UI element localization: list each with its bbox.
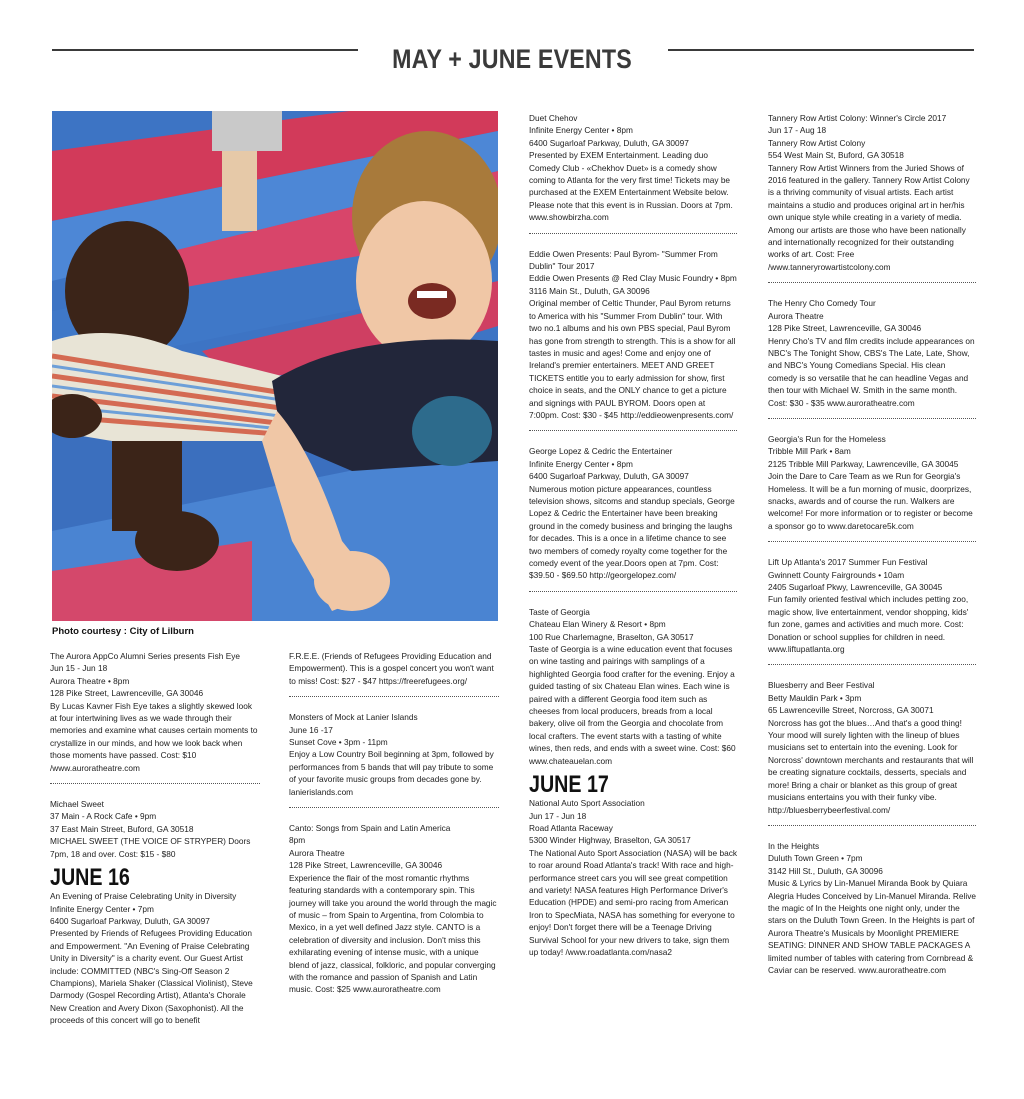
divider [768,541,976,542]
event-nasa [529,797,737,958]
event-venue: Aurora Theatre [289,847,345,858]
divider [768,282,976,283]
event-venue: Chateau Elan Winery & Resort • 8pm [529,619,666,630]
page-title: MAY + JUNE EVENTS [392,44,632,74]
photo-caption: Photo courtesy : City of Lilburn [52,626,194,637]
event-title: Michael Sweet [50,799,104,810]
event-duet-chehov [529,112,737,224]
column-1 [50,650,260,1027]
event-venue: 37 Main - A Rock Cafe • 9pm [50,811,157,822]
event-dates: Jun 15 - Jun 18 [50,663,108,674]
divider [529,591,737,592]
column-3 [529,112,737,958]
event-title: Taste of Georgia [529,606,590,617]
event-address: 6400 Sugarloaf Parkway, Duluth, GA 30097 [529,137,689,148]
date-heading-june-17: JUNE 17 [529,771,609,799]
event-venue: Road Atlanta Raceway [529,822,613,833]
event-description: F.R.E.E. (Friends of Refugees Providing Education and Empowerment). This is a gospel concert you won't want to miss! Cost: $27 - $47 https://freerefugees.org/ [289,651,494,686]
event-address: 37 East Main Street, Buford, GA 30518 [50,823,194,834]
event-address: 6400 Sugarloaf Parkway, Duluth, GA 30097 [529,471,689,482]
event-venue: Infinite Energy Center • 7pm [50,903,154,914]
event-venue: Aurora Theatre [768,310,824,321]
divider [768,664,976,665]
event-description: Taste of Georgia is a wine education event that focuses on wine tasting and pairings with samplings of a highlighted Georgia food crafter for the evening. Enjoy a guided tasting of six Chateau Elan wines. Each wine is paired with a different Georgia food item such as cheeses from local producers, breads from a local bakery, olive oil from the Georgia and chocolate from local crafters. The event starts with a tasting of white wines, then reds, and ends with a sweet wine. Cost: $60 www.chateauelan.com [529,644,736,766]
event-title: In the Heights [768,840,820,851]
divider [529,233,737,234]
event-address: 128 Pike Street, Lawrenceville, GA 30046 [289,860,443,871]
event-address: 3142 Hill St., Duluth, GA 30096 [768,865,883,876]
event-venue: Duluth Town Green • 7pm [768,853,863,864]
event-title: Tannery Row Artist Colony: Winner's Circle 2017 [768,113,947,123]
event-title: Monsters of Mock at Lanier Islands [289,712,418,723]
event-in-the-heights [768,840,976,976]
event-title: The Henry Cho Comedy Tour [768,298,876,309]
event-address: 5300 Winder Highway, Braselton, GA 30517 [529,835,691,846]
event-description: Presented by EXEM Entertainment. Leading duo Comedy Club - «Chekhov Duet» is a comedy show coming to Atlanta for the very first time! Tickets may be purchased at the EXEM Entertainment Website below. Please note that this event is in Russian. Doors at 7pm. www.showbirzha.com [529,150,733,223]
divider [289,807,499,808]
event-michael-sweet [50,798,260,860]
divider [529,430,737,431]
divider [50,783,260,784]
event-venue: Tannery Row Artist Colony [768,137,866,148]
event-description: Enjoy a Low Country Boil beginning at 3pm, followed by performances from 5 bands that will pay tribute to some of your favorite music groups from decades gone by. lanierislands.com [289,749,494,797]
event-dates: Jun 17 - Jun 18 [529,810,587,821]
event-dates: June 16 -17 [289,724,333,735]
event-address: 100 Rue Charlemagne, Braselton, GA 30517 [529,631,694,642]
event-venue: Infinite Energy Center • 8pm [529,458,633,469]
column-2 [289,650,499,996]
event-title: George Lopez & Cedric the Entertainer [529,446,673,457]
event-description: Experience the flair of the most romantic rhythms featuring standards with a contemporary spin. This journey will take you around the world through the magic of music – from Spain to Argentina, from Colombia to Mexico, in a yet well defined Jazz style. CANTO is a celebration of diversity and inclusion. Don't miss this exhilarating evening of intense music, with a unique blend of jazz, classical, folkloric, and popular converging with the romance and passion of Spanish and Latin music. Cost: $25 www.auroratheatre.com [289,872,497,995]
event-address: 65 Lawrenceville Street, Norcross, GA 30071 [768,705,934,716]
event-venue: Tribble Mill Park • 8am [768,446,851,457]
event-time: 8pm [289,835,306,846]
event-description: Norcross has got the blues…And that's a good thing! Your mood will surely lighten with the lineup of blues musicians set to entertain into the evening. Look for Norcross' downtown merchants and restaurants that will be creating signature cocktails, desserts, specials and more! Bring a chair or blanket as this group of great musicians entertains you with their funky vibe. http://bluesberrybeerfestival.com/ [768,717,974,815]
event-monsters-of-mock [289,711,499,798]
event-venue: Aurora Theatre • 8pm [50,675,130,686]
event-title-cont: Dublin" Tour 2017 [529,261,595,272]
event-description: Presented by Friends of Refugees Providing Education and Empowerment. "An Evening of Praise Celebrating Unity in Diversity" is a charity event. Our Guest Artist include: COMMITTED (NBC's Sing-Off Season 2 Champions), Mariela Shaker (Classical Violinist), Steve Darmody (Gospel Recording Artist), Atlanta's Chorale New Creation and Avery Dixon (Saxophonist). All the proceeds of this concert will go to benefit [50,928,253,1026]
event-venue: Sunset Cove • 3pm - 11pm [289,737,388,748]
photo-children-playing [52,111,498,621]
column-4 [768,112,976,976]
event-venue: Eddie Owen Presents @ Red Clay Music Foundry • 8pm [529,273,737,284]
event-address: 128 Pike Street, Lawrenceville, GA 30046 [768,323,922,334]
event-venue: Gwinnett County Fairgrounds • 10am [768,569,905,580]
event-title: Duet Chehov [529,113,578,123]
event-description: Join the Dare to Care Team as we Run for Georgia's Homeless. It will be a fun morning of music, doorprizes, snacks, awards and of course the run. Walkers are welcome! For more information or to register or become a sponsor go to www.daretocare5k.com [768,471,973,531]
event-description: Fun family oriented festival which includes petting zoo, magic show, live entertainment, vendor shopping, kids' fun zone, games and activities and much more. Cost: Donation or school supplies for children in need. www.liftupatlanta.org [768,594,969,655]
event-title: Georgia's Run for the Homeless [768,433,886,444]
event-address: 3116 Main St., Duluth, GA 30096 [529,285,650,296]
date-heading-june-16: JUNE 16 [50,864,130,892]
event-lift-up-atlanta [768,556,976,655]
divider [768,825,976,826]
event-address: 554 West Main St, Buford, GA 30518 [768,150,904,161]
event-title: Canto: Songs from Spain and Latin America [289,823,451,834]
event-taste-of-georgia [529,606,737,767]
event-title: The Aurora AppCo Alumni Series presents Fish Eye [50,651,241,661]
event-venue: Infinite Energy Center • 8pm [529,125,633,136]
event-title: Eddie Owen Presents: Paul Byrom- "Summer From [529,248,718,259]
event-run-for-homeless [768,433,976,532]
event-evening-of-praise [50,890,260,1026]
event-address: 6400 Sugarloaf Parkway, Duluth, GA 30097 [50,915,210,926]
event-bluesberry [768,679,976,815]
event-description: Henry Cho's TV and film credits include appearances on NBC's The Tonight Show, CBS's The Late, Late, Show, and NBC's Young Comedians Special. His clean comedy is so versatile that he can headline Vegas and then tour with Michael W. Smith in the same month. Cost: $30 - $35 www.auroratheatre.com [768,335,975,408]
event-description: The National Auto Sport Association (NASA) will be back to roar around Road Atlanta's track! With race and high-performance street cars you will see great competition and variety! NASA features High Performance Driver's Education (HPDE) and semi-pro racing from American Iron to SpecMiata, NASA has something for everyone to enjoy! Don't forget there will be a Teenage Driving Survival School for your new drivers to take, sign them up today! /www.roadatlanta.com/nasa2 [529,847,737,957]
event-george-lopez [529,445,737,581]
event-henry-cho [768,297,976,409]
divider [768,418,976,419]
event-description: By Lucas Kavner Fish Eye takes a slightly skewed look at four intertwining lives as we wade through their memories and examine what causes certain moments to crystallize in our minds, and how we look back when those moments have passed. Cost: $10 /www.auroratheatre.com [50,700,258,773]
event-canto [289,822,499,996]
event-title: National Auto Sport Association [529,798,645,809]
event-description: Tannery Row Artist Winners from the Juried Shows of 2016 featured in the gallery. Tannery Row Artist Colony is a thriving community of visual artists. Each artist maintains a studio and produces original art in her/his own unique style while creating in a variety of media. Among our artists are those who have been nationally and internationally recognized for their outstanding works of art. Cost: Free /www.tanneryrowartistcolony.com [768,162,970,272]
event-paul-byrom [529,248,737,422]
event-description: Original member of Celtic Thunder, Paul Byrom returns to America with his "Summer From Dublin" tour. With two no.1 albums and his own PBS special, Paul Byrom has gone from strength to strength. This is a show for all tastes in music and ages! Come and enjoy one of Ireland's premier entertainers. MEET AND GREET TICKETS entitle you to early admission for show, first choice in seats, and the ONLY chance to get a picture and signings with PAUL BYROM. Doors open at 7:00pm. Cost: $30 - $45 http://eddieowenpresents.com/ [529,298,736,420]
event-address: 2405 Sugarloaf Pkwy, Lawrenceville, GA 30045 [768,582,943,592]
event-title: An Evening of Praise Celebrating Unity in Diversity [50,891,237,902]
event-description: MICHAEL SWEET (THE VOICE OF STRYPER) Doors 7pm, 18 and over. Cost: $15 - $80 [50,836,251,859]
event-venue: Betty Mauldin Park • 3pm [768,692,862,703]
event-dates: Jun 17 - Aug 18 [768,125,827,136]
event-description: Numerous motion picture appearances, countless television shows, sitcoms and standup specials, George Lopez & Cedric the Entertainer have been breaking ground in the comedy business and bringing the laughs for decades. This is a once in a lifetime chance to see two members of comedy royalty come together for the comedy event of the year.Doors open at 7pm. Cost: $39.50 - $69.50 http://georgelopez.com/ [529,483,735,581]
event-free-continued [289,650,499,687]
event-description: Music & Lyrics by Lin-Manuel Miranda Book by Quiara Alegria Hudes Conceived by Lin-Manuel Miranda. Relive the magic of In the Heights one night only, under the stars on the Duluth Town Green. In the Heights is part of Aurora Theatre's Musicals by Moonlight PREMIERE SEATING: DINNER AND SHOW TABLE PACKAGES A limited number of tables with catering from Cornbread & Caviar can be reserved. www.auroratheatre.com [768,878,976,975]
event-address: 2125 Tribble Mill Parkway, Lawrenceville, GA 30045 [768,458,959,469]
event-tannery-row [768,112,976,273]
event-title: Bluesberry and Beer Festival [768,680,875,691]
event-address: 128 Pike Street, Lawrenceville, GA 30046 [50,688,204,699]
event-fish-eye [50,650,260,774]
event-title: Lift Up Atlanta's 2017 Summer Fun Festival [768,557,928,568]
divider [289,696,499,697]
